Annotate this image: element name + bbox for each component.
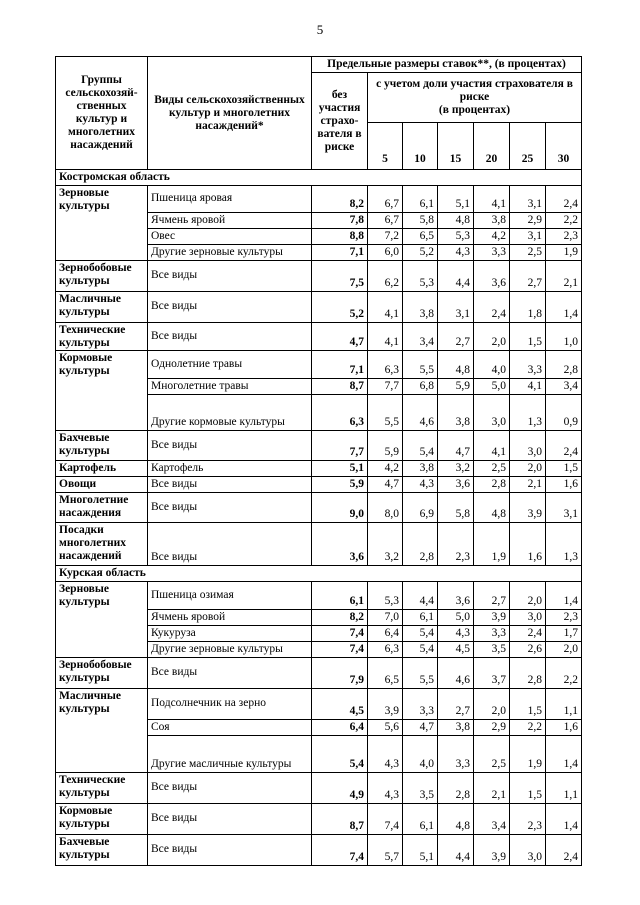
crop-name: Все виды	[148, 323, 312, 351]
base-rate: 8,8	[312, 229, 368, 245]
share-rate: 2,7	[474, 582, 510, 610]
share-rate: 3,6	[438, 582, 474, 610]
insurance-rates-table	[55, 56, 582, 866]
crop-name: Другие зерновые культуры	[148, 245, 312, 261]
share-rate: 2,8	[403, 523, 438, 566]
group-name: Овощи	[56, 477, 148, 493]
base-rate: 7,4	[312, 642, 368, 658]
share-rate: 2,7	[438, 689, 474, 720]
share-rate: 3,0	[474, 395, 510, 431]
share-rate: 5,4	[403, 626, 438, 642]
group-name: Бахчевые культуры	[56, 431, 148, 461]
share-rate: 2,9	[474, 720, 510, 736]
share-rate: 1,6	[510, 523, 546, 566]
share-rate: 5,5	[403, 351, 438, 379]
table-row	[56, 689, 582, 720]
share-rate: 1,5	[510, 323, 546, 351]
base-rate: 6,1	[312, 582, 368, 610]
share-rate: 6,4	[368, 626, 403, 642]
share-rate: 2,6	[510, 642, 546, 658]
share-rate: 1,9	[510, 736, 546, 773]
share-rate: 0,9	[546, 395, 582, 431]
base-rate: 7,1	[312, 351, 368, 379]
crop-name: Все виды	[148, 835, 312, 866]
crop-name: Овес	[148, 229, 312, 245]
crop-name: Все виды	[148, 773, 312, 804]
header-with-share-unit: (в процентах)	[438, 104, 511, 116]
share-rate: 2,0	[510, 461, 546, 477]
share-rate: 4,4	[438, 261, 474, 292]
region-row	[56, 566, 582, 582]
share-rate: 6,3	[368, 351, 403, 379]
share-rate: 4,2	[368, 461, 403, 477]
share-rate: 3,5	[403, 773, 438, 804]
header-share-20: 20	[474, 123, 510, 170]
share-rate: 4,1	[368, 323, 403, 351]
share-rate: 2,0	[474, 323, 510, 351]
share-rate: 2,3	[546, 610, 582, 626]
base-rate: 8,2	[312, 186, 368, 213]
share-rate: 3,8	[403, 461, 438, 477]
base-rate: 5,1	[312, 461, 368, 477]
share-rate: 2,0	[510, 582, 546, 610]
share-rate: 3,7	[474, 658, 510, 689]
crop-name: Другие кормовые культуры	[148, 395, 312, 431]
header-rate-limits: Предельные размеры ставок**, (в процентах)	[312, 57, 582, 73]
share-rate: 4,0	[474, 351, 510, 379]
header-share-25: 25	[510, 123, 546, 170]
share-rate: 3,8	[438, 395, 474, 431]
share-rate: 2,5	[474, 461, 510, 477]
share-rate: 3,5	[474, 642, 510, 658]
crop-name: Все виды	[148, 493, 312, 523]
base-rate: 5,4	[312, 736, 368, 773]
table-row	[56, 461, 582, 477]
table-body	[56, 170, 582, 866]
share-rate: 1,5	[510, 773, 546, 804]
header-share-15: 15	[438, 123, 474, 170]
share-rate: 2,4	[474, 292, 510, 323]
table-row	[56, 431, 582, 461]
share-rate: 1,3	[546, 523, 582, 566]
share-rate: 4,3	[438, 245, 474, 261]
share-rate: 6,1	[403, 186, 438, 213]
share-rate: 2,2	[546, 213, 582, 229]
share-rate: 4,7	[438, 431, 474, 461]
share-rate: 2,7	[510, 261, 546, 292]
group-name: Зерновые культуры	[56, 186, 148, 261]
header-share-10: 10	[403, 123, 438, 170]
header-share-30: 30	[546, 123, 582, 170]
share-rate: 5,5	[403, 658, 438, 689]
share-rate: 3,3	[474, 245, 510, 261]
crop-name: Все виды	[148, 523, 312, 566]
share-rate: 1,1	[546, 689, 582, 720]
base-rate: 6,3	[312, 395, 368, 431]
share-rate: 6,9	[403, 493, 438, 523]
share-rate: 3,9	[474, 835, 510, 866]
share-rate: 2,1	[510, 477, 546, 493]
table-row	[56, 523, 582, 566]
crop-name: Другие масличные культуры	[148, 736, 312, 773]
share-rate: 3,0	[510, 431, 546, 461]
share-rate: 2,1	[546, 261, 582, 292]
base-rate: 4,5	[312, 689, 368, 720]
share-rate: 6,2	[368, 261, 403, 292]
share-rate: 6,3	[368, 642, 403, 658]
base-rate: 7,5	[312, 261, 368, 292]
share-rate: 4,6	[438, 658, 474, 689]
crop-name: Ячмень яровой	[148, 213, 312, 229]
table-row	[56, 658, 582, 689]
share-rate: 4,8	[474, 493, 510, 523]
crop-name: Все виды	[148, 804, 312, 835]
share-rate: 5,3	[368, 582, 403, 610]
share-rate: 3,1	[510, 229, 546, 245]
share-rate: 5,9	[438, 379, 474, 395]
share-rate: 4,3	[368, 773, 403, 804]
share-rate: 1,8	[510, 292, 546, 323]
group-name: Многолетние насаждения	[56, 493, 148, 523]
header-share-5: 5	[368, 123, 403, 170]
share-rate: 1,7	[546, 626, 582, 642]
table-row	[56, 351, 582, 379]
header-with-share	[368, 73, 582, 123]
share-rate: 3,8	[403, 292, 438, 323]
base-rate: 7,9	[312, 658, 368, 689]
group-name: Технические культуры	[56, 323, 148, 351]
table-row	[56, 292, 582, 323]
share-rate: 4,8	[438, 213, 474, 229]
share-rate: 7,2	[368, 229, 403, 245]
crop-name: Пшеница яровая	[148, 186, 312, 213]
group-name: Технические культуры	[56, 773, 148, 804]
share-rate: 2,5	[510, 245, 546, 261]
share-rate: 7,4	[368, 804, 403, 835]
share-rate: 8,0	[368, 493, 403, 523]
share-rate: 5,3	[403, 261, 438, 292]
share-rate: 6,1	[403, 804, 438, 835]
base-rate: 7,4	[312, 626, 368, 642]
region-name: Курская область	[56, 566, 582, 582]
share-rate: 2,7	[438, 323, 474, 351]
header-with-share-text: с учетом доли участия страхователя в риске	[376, 78, 573, 103]
table-row	[56, 804, 582, 835]
share-rate: 5,4	[403, 431, 438, 461]
share-rate: 5,4	[403, 642, 438, 658]
crop-name: Ячмень яровой	[148, 610, 312, 626]
share-rate: 4,7	[368, 477, 403, 493]
crop-name: Подсолнечник на зерно	[148, 689, 312, 720]
share-rate: 1,4	[546, 736, 582, 773]
share-rate: 6,7	[368, 213, 403, 229]
share-rate: 4,2	[474, 229, 510, 245]
share-rate: 3,3	[403, 689, 438, 720]
share-rate: 2,4	[546, 431, 582, 461]
group-name: Зерновые культуры	[56, 582, 148, 658]
base-rate: 7,7	[312, 431, 368, 461]
share-rate: 2,0	[546, 642, 582, 658]
crop-name: Картофель	[148, 461, 312, 477]
group-name: Посадки многолетних насаждений	[56, 523, 148, 566]
share-rate: 1,1	[546, 773, 582, 804]
share-rate: 3,2	[438, 461, 474, 477]
header-without-share: без участия страхо-вателя в риске	[312, 73, 368, 170]
base-rate: 7,1	[312, 245, 368, 261]
share-rate: 4,1	[474, 186, 510, 213]
share-rate: 6,5	[368, 658, 403, 689]
crop-name: Все виды	[148, 292, 312, 323]
share-rate: 1,6	[546, 477, 582, 493]
share-rate: 4,5	[438, 642, 474, 658]
share-rate: 4,1	[474, 431, 510, 461]
share-rate: 3,0	[510, 835, 546, 866]
base-rate: 8,7	[312, 379, 368, 395]
share-rate: 2,2	[510, 720, 546, 736]
share-rate: 3,0	[510, 610, 546, 626]
share-rate: 3,2	[368, 523, 403, 566]
share-rate: 3,6	[474, 261, 510, 292]
share-rate: 2,0	[474, 689, 510, 720]
share-rate: 6,8	[403, 379, 438, 395]
share-rate: 3,3	[474, 626, 510, 642]
crop-name: Многолетние травы	[148, 379, 312, 395]
share-rate: 4,4	[438, 835, 474, 866]
crop-name: Соя	[148, 720, 312, 736]
region-name: Костромская область	[56, 170, 582, 186]
share-rate: 4,8	[438, 804, 474, 835]
table-row	[56, 261, 582, 292]
share-rate: 2,3	[510, 804, 546, 835]
group-name: Масличные культуры	[56, 292, 148, 323]
share-rate: 2,3	[438, 523, 474, 566]
share-rate: 7,0	[368, 610, 403, 626]
share-rate: 1,6	[546, 720, 582, 736]
crop-name: Все виды	[148, 261, 312, 292]
share-rate: 3,4	[474, 804, 510, 835]
share-rate: 5,1	[438, 186, 474, 213]
share-rate: 2,4	[546, 835, 582, 866]
share-rate: 1,5	[510, 689, 546, 720]
base-rate: 5,9	[312, 477, 368, 493]
share-rate: 3,3	[510, 351, 546, 379]
share-rate: 3,6	[438, 477, 474, 493]
share-rate: 2,2	[546, 658, 582, 689]
share-rate: 4,3	[368, 736, 403, 773]
table-row	[56, 493, 582, 523]
table-header	[56, 57, 582, 170]
crop-name: Другие зерновые культуры	[148, 642, 312, 658]
share-rate: 5,0	[438, 610, 474, 626]
table-row	[56, 186, 582, 213]
share-rate: 6,0	[368, 245, 403, 261]
group-name: Кормовые культуры	[56, 804, 148, 835]
share-rate: 4,0	[403, 736, 438, 773]
share-rate: 2,9	[510, 213, 546, 229]
share-rate: 2,3	[546, 229, 582, 245]
share-rate: 3,4	[403, 323, 438, 351]
share-rate: 4,6	[403, 395, 438, 431]
share-rate: 5,3	[438, 229, 474, 245]
base-rate: 7,8	[312, 213, 368, 229]
crop-name: Кукуруза	[148, 626, 312, 642]
share-rate: 5,2	[403, 245, 438, 261]
share-rate: 3,3	[438, 736, 474, 773]
share-rate: 2,8	[438, 773, 474, 804]
crop-name: Пшеница озимая	[148, 582, 312, 610]
share-rate: 5,9	[368, 431, 403, 461]
share-rate: 3,9	[510, 493, 546, 523]
base-rate: 4,9	[312, 773, 368, 804]
share-rate: 2,8	[474, 477, 510, 493]
share-rate: 1,3	[510, 395, 546, 431]
header-crop-types: Виды сельскохозяйственных культур и многолетних насаждений*	[148, 57, 312, 170]
share-rate: 4,1	[368, 292, 403, 323]
share-rate: 4,3	[403, 477, 438, 493]
base-rate: 5,2	[312, 292, 368, 323]
share-rate: 3,8	[474, 213, 510, 229]
group-name: Кормовые культуры	[56, 351, 148, 431]
share-rate: 4,1	[510, 379, 546, 395]
share-rate: 2,5	[474, 736, 510, 773]
share-rate: 6,1	[403, 610, 438, 626]
group-name: Зернобобовые культуры	[56, 261, 148, 292]
base-rate: 8,7	[312, 804, 368, 835]
share-rate: 1,9	[474, 523, 510, 566]
share-rate: 3,1	[510, 186, 546, 213]
share-rate: 4,8	[438, 351, 474, 379]
base-rate: 8,2	[312, 610, 368, 626]
share-rate: 1,0	[546, 323, 582, 351]
share-rate: 1,5	[546, 461, 582, 477]
share-rate: 2,8	[510, 658, 546, 689]
share-rate: 5,1	[403, 835, 438, 866]
share-rate: 3,1	[438, 292, 474, 323]
share-rate: 5,0	[474, 379, 510, 395]
base-rate: 7,4	[312, 835, 368, 866]
region-row	[56, 170, 582, 186]
share-rate: 3,1	[546, 493, 582, 523]
page-number: 5	[316, 22, 324, 37]
share-rate: 7,7	[368, 379, 403, 395]
crop-name: Однолетние травы	[148, 351, 312, 379]
table-row	[56, 835, 582, 866]
share-rate: 3,8	[438, 720, 474, 736]
share-rate: 5,8	[403, 213, 438, 229]
share-rate: 2,8	[546, 351, 582, 379]
share-rate: 2,4	[510, 626, 546, 642]
share-rate: 6,7	[368, 186, 403, 213]
group-name: Масличные культуры	[56, 689, 148, 773]
group-name: Бахчевые культуры	[56, 835, 148, 866]
table-row	[56, 477, 582, 493]
table-row	[56, 323, 582, 351]
share-rate: 5,7	[368, 835, 403, 866]
crop-name: Все виды	[148, 477, 312, 493]
share-rate: 1,4	[546, 582, 582, 610]
table-row	[56, 773, 582, 804]
share-rate: 3,9	[474, 610, 510, 626]
share-rate: 3,4	[546, 379, 582, 395]
base-rate: 3,6	[312, 523, 368, 566]
group-name: Зернобобовые культуры	[56, 658, 148, 689]
share-rate: 1,4	[546, 292, 582, 323]
base-rate: 9,0	[312, 493, 368, 523]
share-rate: 5,8	[438, 493, 474, 523]
crop-name: Все виды	[148, 431, 312, 461]
share-rate: 4,3	[438, 626, 474, 642]
share-rate: 2,4	[546, 186, 582, 213]
base-rate: 6,4	[312, 720, 368, 736]
group-name: Картофель	[56, 461, 148, 477]
share-rate: 5,5	[368, 395, 403, 431]
table-row	[56, 582, 582, 610]
share-rate: 2,1	[474, 773, 510, 804]
share-rate: 1,9	[546, 245, 582, 261]
share-rate: 5,6	[368, 720, 403, 736]
share-rate: 6,5	[403, 229, 438, 245]
share-rate: 1,4	[546, 804, 582, 835]
header-groups: Группы сельскохозяй-ственных культур и многолетних насаждений	[56, 57, 148, 170]
base-rate: 4,7	[312, 323, 368, 351]
share-rate: 4,4	[403, 582, 438, 610]
share-rate: 4,7	[403, 720, 438, 736]
share-rate: 3,9	[368, 689, 403, 720]
crop-name: Все виды	[148, 658, 312, 689]
